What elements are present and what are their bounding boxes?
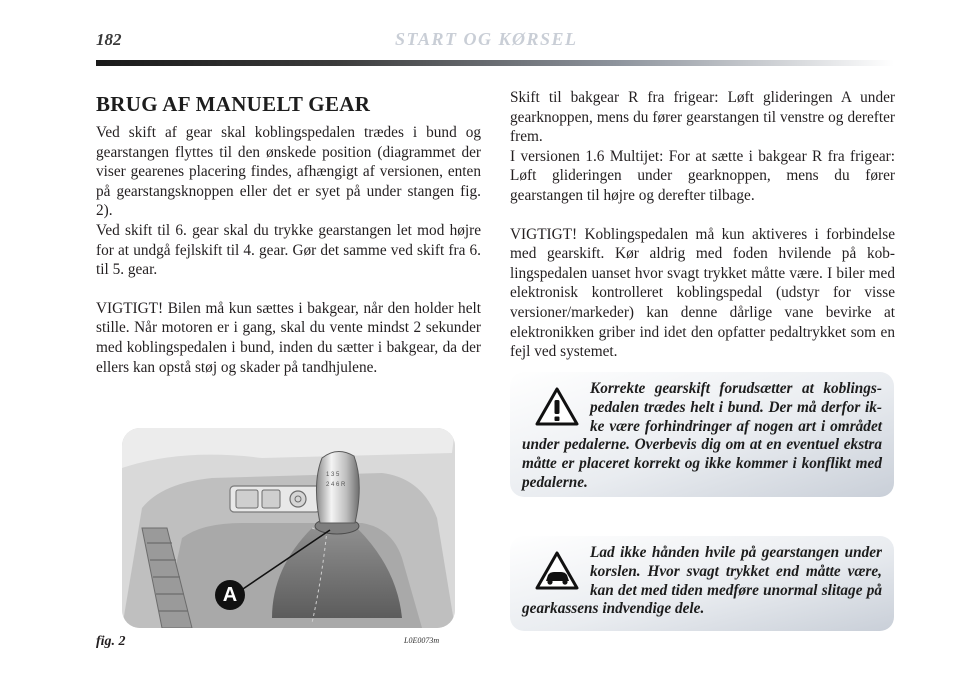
- warning-text-gearstick: Lad ikke hånden hvile på gearstangen under korslen. Hvor svagt trykket end måtte være, kan det med tiden medføre unormal slitage på gearkassens indvendige dele.: [522, 544, 882, 618]
- paragraph-clutch-important: VIGTIGT! Koblingspedalen må kun aktiveres i forbindelse med gearskift. Kør aldrig med foden hvilende på koblingspedalen uanset hvor svagt trykket måtte være. I biler med elektronisk kontrolleret koblingspedal (udstyr for visse versioner/markeder) kan denne dårlige vane bevirke at elektronikken griber ind idet den opfatter pedaltrykket som en fejl ved systemet.: [510, 225, 895, 361]
- gear-lever-figure: [122, 428, 455, 628]
- paragraph-shift-gear: Ved skift af gear skal koblingspedalen trædes i bund og gearstangen flyttes til den ønskede position (diagrammet der viser gearenes placering findes, afhængigt af versionen, enten på gearstangsknoppen eller det er syet på under stangen fig. 2).: [96, 124, 481, 220]
- figure-code: L0E0073m: [404, 636, 440, 645]
- header-rule: [96, 60, 894, 66]
- svg-text:1 3 5: 1 3 5: [326, 472, 340, 478]
- paragraph-reverse-important: VIGTIGT! Bilen må kun sættes i bakgear, når den holder helt stille. Når motoren er i gang, skal du vente mindst 2 sekunder med koblingspedalen i bund, inden du sætter i bakgear, da der ellers kan opstå støj og skader på tandhjulene.: [96, 299, 481, 376]
- warning-triangle-icon: [534, 386, 580, 428]
- paragraph-reverse-from-neutral: Skift til bakgear R fra frigear: Løft glideringen A under gearknoppen, mens du fører gearstangen til venstre og derefter frem.: [510, 89, 895, 146]
- warning-box-pedals: [510, 372, 894, 497]
- section-title: START OG KØRSEL: [395, 29, 578, 49]
- right-column: [510, 88, 895, 362]
- car-caution-icon: [534, 550, 580, 592]
- page-heading: BRUG AF MANUELT GEAR: [96, 92, 371, 116]
- callout-a-badge: A: [215, 580, 245, 610]
- svg-text:2 4 6 R: 2 4 6 R: [326, 482, 346, 488]
- left-column: [96, 92, 481, 377]
- paragraph-sixth-gear: Ved skift til 6. gear skal du trykke gearstangen let mod højre for at undgå fejlskift til 4. gear. Gør det samme ved skift fra 6. til 5. gear.: [96, 221, 481, 279]
- figure-caption: fig. 2: [96, 634, 126, 649]
- paragraph-multijet: I versionen 1.6 Multijet: For at sætte i bakgear R fra frigear: Løft glideringen under gearknoppen, mens du fører gearstangen til højre og derefter tilbage.: [510, 147, 895, 204]
- warning-text-pedals: Korrekte gearskift forudsætter at koblingspedalen trædes helt i bund. Der må derfor ikke være forhindringer af nogen art i området under pedalerne. Overbevis dig om at en eventuel ekstra måtte er placeret korrekt og ikke kommer i konflikt med pedalerne.: [522, 380, 882, 491]
- gear-lever-illustration: [122, 428, 455, 628]
- warning-box-gearstick: [510, 536, 894, 631]
- page-number: 182: [96, 30, 122, 49]
